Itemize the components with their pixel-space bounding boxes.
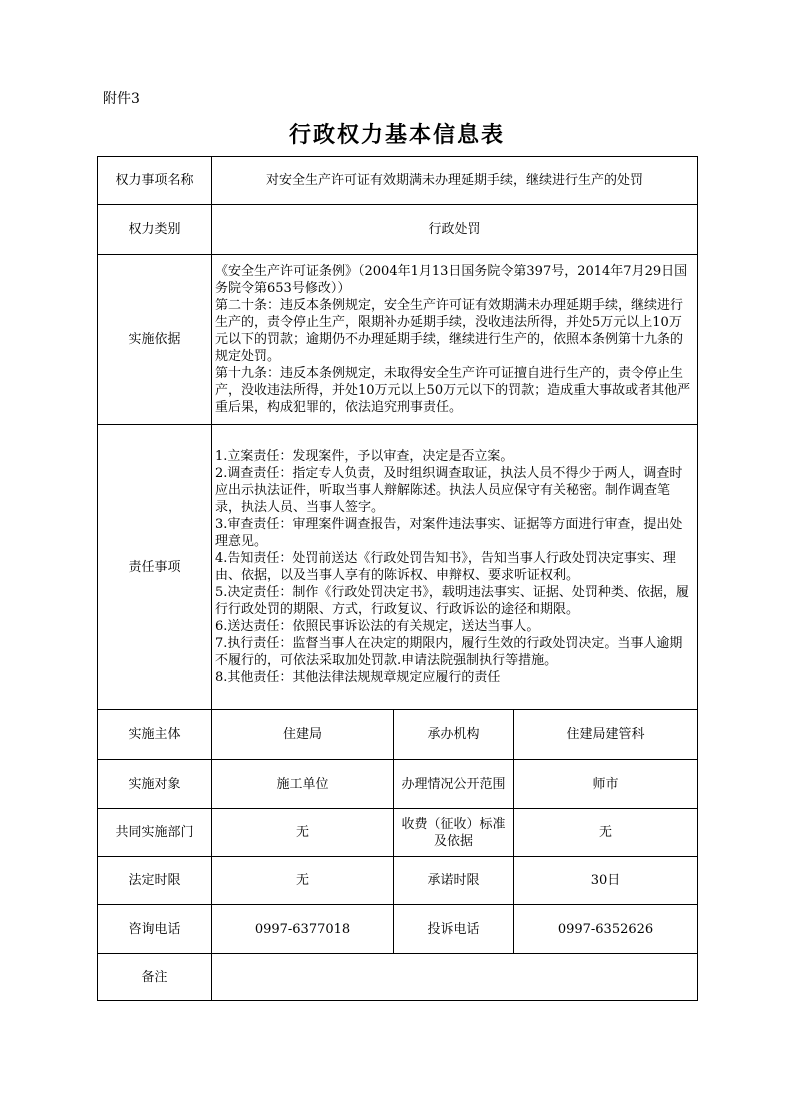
value-joint-dept: 无 (212, 809, 394, 857)
duty-item: 4.告知责任：处罚前送达《行政处罚告知书》，告知当事人行政处罚决定事实、理由、依据，以及当事人享有的陈诉权、申辩权、要求听证权利。 (215, 551, 676, 583)
attachment-label: 附件3 (103, 91, 140, 107)
value-disclosure-scope: 师市 (514, 760, 698, 809)
row-phone (98, 905, 698, 954)
label-basis: 实施依据 (98, 255, 212, 425)
row-power-name (98, 157, 698, 205)
label-target: 实施对象 (98, 760, 212, 809)
label-legal-time: 法定时限 (98, 857, 212, 905)
value-fee-standard: 无 (514, 809, 698, 857)
label-agency: 承办机构 (394, 710, 514, 760)
label-promise-time: 承诺时限 (394, 857, 514, 905)
value-target: 施工单位 (212, 760, 394, 809)
value-promise-time: 30日 (514, 857, 698, 905)
row-remark (98, 954, 698, 1001)
row-category (98, 205, 698, 255)
label-category: 权力类别 (98, 205, 212, 255)
info-table (97, 156, 698, 1001)
value-subject: 住建局 (212, 710, 394, 760)
duty-item: 7.执行责任：监督当事人在决定的期限内，履行生效的行政处罚决定。当事人逾期不履行的，可依法采取加处罚款.申请法院强制执行等措施。 (215, 636, 683, 668)
value-duties (212, 425, 698, 710)
row-basis (98, 255, 698, 425)
label-joint-dept: 共同实施部门 (98, 809, 212, 857)
duty-item: 6.送达责任：依照民事诉讼法的有关规定，送达当事人。 (215, 619, 540, 634)
value-basis (212, 255, 698, 425)
duty-item: 3.审查责任：审理案件调查报告，对案件违法事实、证据等方面进行审查，提出处理意见。 (215, 517, 683, 549)
label-power-name: 权力事项名称 (98, 157, 212, 205)
value-consult-phone: 0997-6377018 (212, 905, 394, 954)
label-remark: 备注 (98, 954, 212, 1001)
label-subject: 实施主体 (98, 710, 212, 760)
label-complaint-phone: 投诉电话 (394, 905, 514, 954)
label-consult-phone: 咨询电话 (98, 905, 212, 954)
label-fee-standard: 收费（征收）标准及依据 (394, 809, 514, 857)
basis-paragraph: 《安全生产许可证条例》（2004年1月13日国务院令第397号，2014年7月29日国务院令第653号修改）） (215, 264, 688, 296)
row-subject (98, 710, 698, 760)
value-category: 行政处罚 (212, 205, 698, 255)
value-power-name: 对安全生产许可证有效期满未办理延期手续，继续进行生产的处罚 (212, 157, 698, 205)
row-duties (98, 425, 698, 710)
duty-item: 5.决定责任：制作《行政处罚决定书》，载明违法事实、证据、处罚种类、依据，履行行政处罚的期限、方式，行政复议、行政诉讼的途径和期限。 (215, 585, 689, 617)
value-agency: 住建局建管科 (514, 710, 698, 760)
page-title: 行政权力基本信息表 (288, 122, 505, 148)
duty-item: 8.其他责任：其他法律法规规章规定应履行的责任 (215, 670, 501, 685)
basis-paragraph: 第十九条：违反本条例规定，未取得安全生产许可证擅自进行生产的，责令停止生产，没收违法所得，并处10万元以上50万元以下的罚款；造成重大事故或者其他严重后果，构成犯罪的，依法追究刑事责任。 (215, 366, 691, 415)
label-disclosure-scope: 办理情况公开范围 (394, 760, 514, 809)
value-legal-time: 无 (212, 857, 394, 905)
basis-paragraph: 第二十条：违反本条例规定，安全生产许可证有效期满未办理延期手续，继续进行生产的，责令停止生产，限期补办延期手续，没收违法所得，并处5万元以上10万元以下的罚款；逾期仍不办理延期手续，继续进行生产的，依照本条例第十九条的规定处罚。 (215, 298, 684, 364)
row-time-limit (98, 857, 698, 905)
value-remark (212, 954, 698, 1001)
label-duties: 责任事项 (98, 425, 212, 710)
row-joint (98, 809, 698, 857)
row-target (98, 760, 698, 809)
duty-item: 2.调查责任：指定专人负责，及时组织调查取证，执法人员不得少于两人，调查时应出示执法证件，听取当事人辩解陈述。执法人员应保守有关秘密。制作调查笔录，执法人员、当事人签字。 (215, 466, 683, 515)
value-complaint-phone: 0997-6352626 (514, 905, 698, 954)
duty-item: 1.立案责任：发现案件，予以审查，决定是否立案。 (215, 449, 514, 464)
